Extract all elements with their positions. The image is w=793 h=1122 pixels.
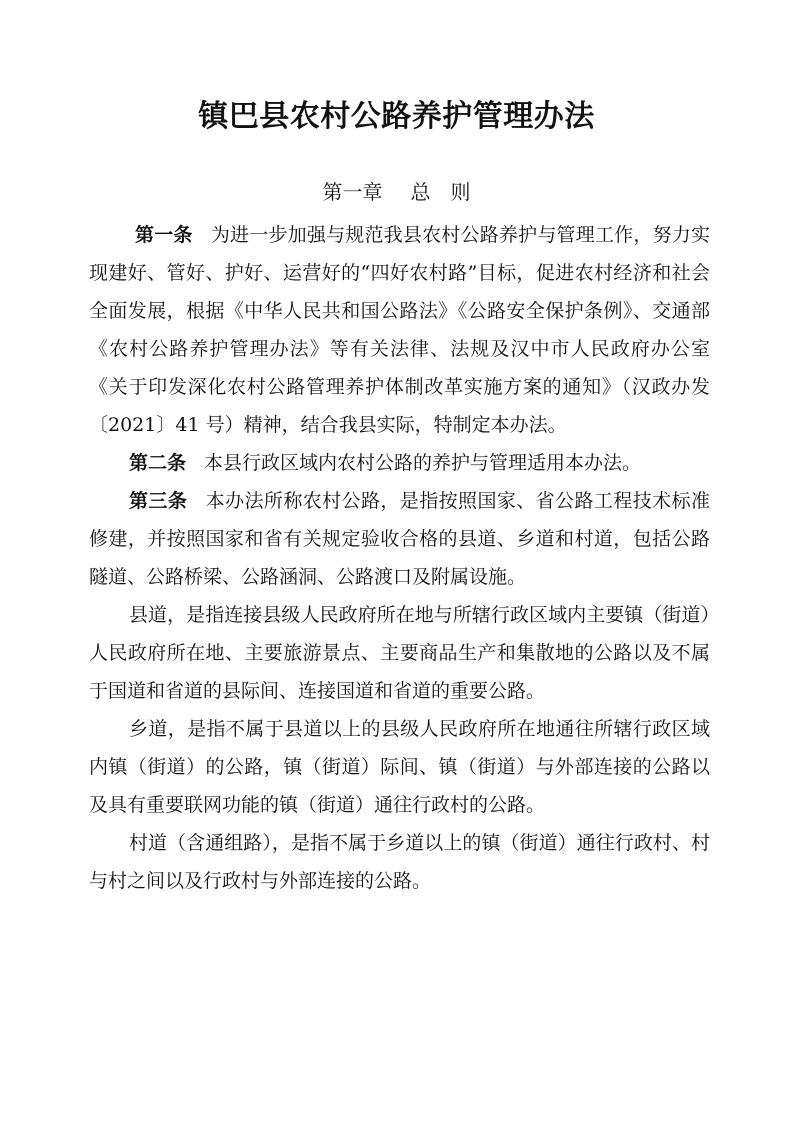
document-title: 镇巴县农村公路养护管理办法 [198, 99, 595, 134]
chapter-heading [0, 178, 793, 206]
article-1-label: 第一条 [135, 224, 193, 246]
article-3-text: 本办法所称农村公路，是指按照国家、省公路工程技术标准修建，并按照国家和省有关规定验收合格的县道、乡道和村道，包括公路隧道、公路桥梁、公路涵洞、公路渡口及附属设施。 [89, 490, 710, 588]
article-2 [89, 444, 710, 482]
article-1 [89, 216, 710, 444]
article-2-label: 第二条 [129, 452, 187, 474]
chapter-name: 总 则 [410, 180, 471, 204]
chapter-number: 第一章 [322, 180, 383, 204]
article-3 [89, 482, 710, 596]
article-2-text: 本县行政区域内农村公路的养护与管理适用本办法。 [204, 452, 642, 474]
article-1-text: 为进一步加强与规范我县农村公路养护与管理工作，努力实现建好、管好、护好、运营好的“四好农村路”目标，促进农村经济和社会全面发展，根据《中华人民共和国公路法》《公路安全保护条例》、交通部《农村公路养护管理办法》等有关法律、法规及汉中市人民政府办公室《关于印发深化农村公路管理养护体制改革实施方案的通知》（汉政办发〔2021〕41 号）精神，结合我县实际，特制定本办法。 [89, 224, 710, 436]
paragraph-township-road: 乡道，是指不属于县道以上的县级人民政府所在地通往所辖行政区域内镇（街道）的公路，镇（街道）际间、镇（街道）与外部连接的公路以及具有重要联网功能的镇（街道）通往行政村的公路。 [89, 718, 710, 816]
article-3-label: 第三条 [129, 490, 188, 512]
document-body [89, 216, 710, 900]
paragraph-county-road: 县道，是指连接县级人民政府所在地与所辖行政区域内主要镇（街道）人民政府所在地、主要旅游景点、主要商品生产和集散地的公路以及不属于国道和省道的县际间、连接国道和省道的重要公路。 [89, 604, 710, 702]
paragraph-village-road: 村道（含通组路），是指不属于乡道以上的镇（街道）通往行政村、村与村之间以及行政村与外部连接的公路。 [89, 832, 710, 892]
